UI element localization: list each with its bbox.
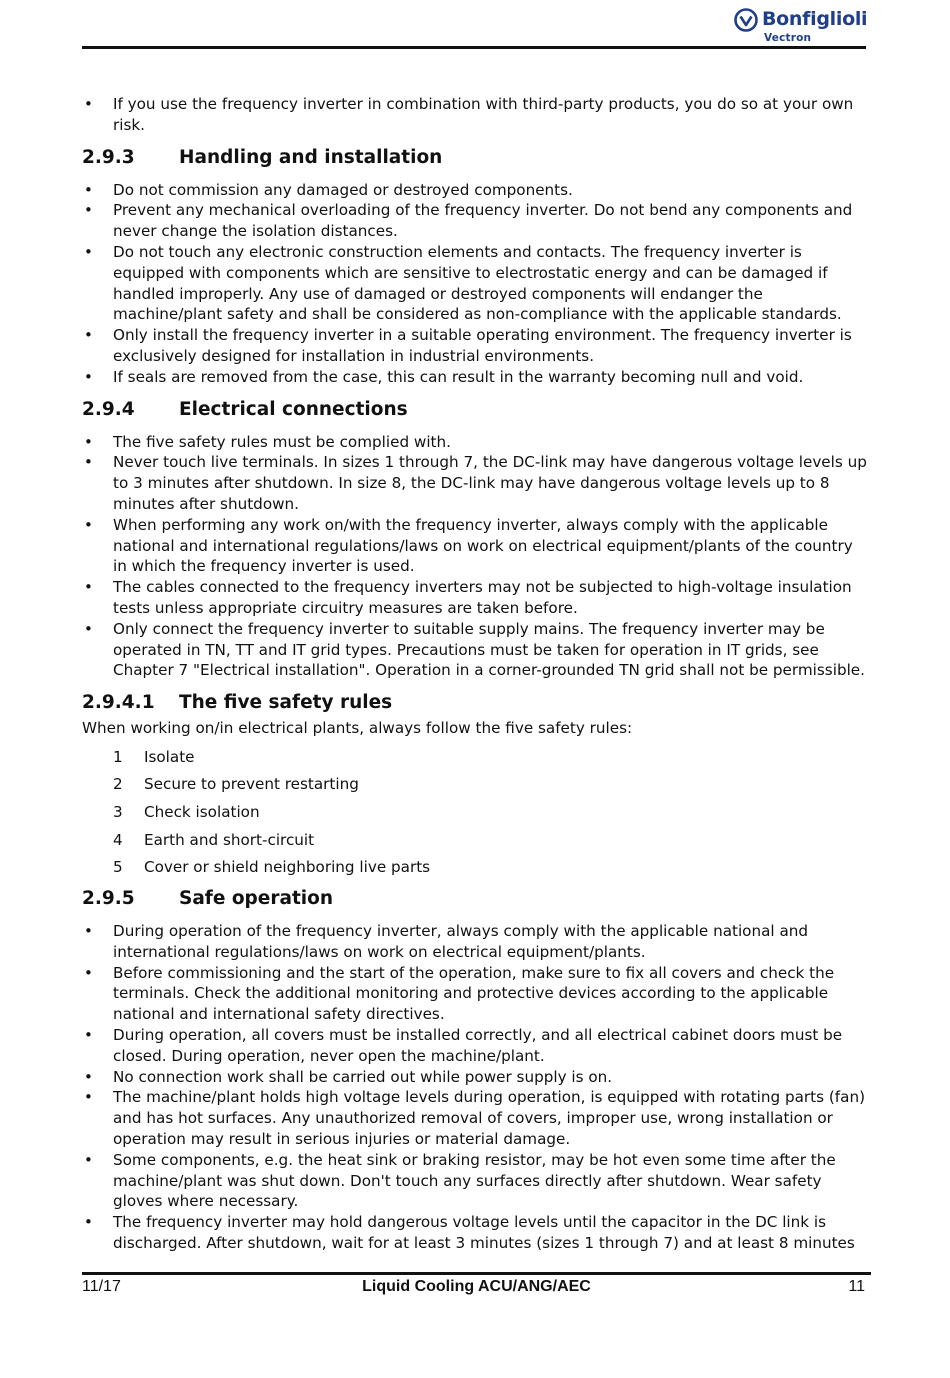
list-item: • Do not commission any damaged or destroyed components. — [82, 180, 867, 201]
page-header — [82, 0, 866, 50]
rule-number: 4 — [113, 830, 123, 849]
page-footer — [82, 1272, 871, 1312]
section-number: 2.9.4 — [82, 398, 135, 420]
section-heading-2-9-5 — [82, 888, 867, 910]
list-item: • Only install the frequency inverter in a suitable operating environment. The frequency inverter is exclusively designed for installation in industrial environments. — [82, 325, 867, 367]
list-item: • Prevent any mechanical overloading of the frequency inverter. Do not bend any components and never change the isolation distances. — [82, 200, 867, 242]
list-item: • Never touch live terminals. In sizes 1 through 7, the DC-link may have dangerous voltage levels up to 3 minutes after shutdown. In size 8, the DC-link may have dangerous voltage levels up to 8 minutes after shutdown. — [82, 452, 867, 514]
section-number: 2.9.5 — [82, 888, 135, 910]
rule-number: 3 — [113, 802, 123, 821]
section-heading-2-9-4 — [82, 399, 867, 421]
list-item — [82, 830, 867, 850]
list-item: • Some components, e.g. the heat sink or braking resistor, may be hot even some time after the machine/plant was shut down. Don't touch any surfaces directly after shutdown. Wear safety gloves where necessary. — [82, 1150, 867, 1212]
bonfiglioli-logo-icon — [734, 8, 758, 32]
list-item: • The machine/plant holds high voltage levels during operation, is equipped with rotating parts (fan) and has hot surfaces. Any unauthorized removal of covers, improper use, wrong installation or operation may result in serious injuries or material damage. — [82, 1087, 867, 1149]
footer-divider — [82, 1272, 871, 1275]
rule-text: Secure to prevent restarting — [144, 775, 359, 794]
list-item: • Do not touch any electronic construction elements and contacts. The frequency inverter is equipped with components which are sensitive to electrostatic energy and can be damaged if handled improperly. Any use of damaged or destroyed components will endanger the machine/plant safety and shall be considered as non-compliance with the applicable standards. — [82, 242, 867, 325]
handling-bullet-list — [82, 180, 867, 388]
section-title: Handling and installation — [179, 146, 443, 168]
list-item: • The cables connected to the frequency inverters may not be subjected to high-voltage insulation tests unless appropriate circuitry measures are taken before. — [82, 577, 867, 619]
safe-operation-bullet-list — [82, 921, 867, 1254]
page-content — [82, 94, 867, 1254]
list-item — [82, 774, 867, 794]
electrical-bullet-list — [82, 432, 867, 682]
list-item — [82, 857, 867, 877]
footer-title: Liquid Cooling ACU/ANG/AEC — [362, 1278, 591, 1295]
list-item — [82, 747, 867, 767]
rule-text: Check isolation — [144, 802, 260, 821]
section-number: 2.9.4.1 — [82, 692, 155, 714]
page-number: 11 — [848, 1278, 865, 1295]
list-item: • Only connect the frequency inverter to suitable supply mains. The frequency inverter may be operated in TN, TT and IT grid types. Precautions must be taken for operation in IT grids, see Chapter 7 "Electrical installation". Operation in a corner-grounded TN grid shall not be permissible. — [82, 619, 867, 681]
list-item: • During operation of the frequency inverter, always comply with the applicable national and international regulations/laws on work on electrical equipment/plants. — [82, 921, 867, 963]
list-item: • If seals are removed from the case, this can result in the warranty becoming null and void. — [82, 367, 867, 388]
logo-brand-subtext: Vectron — [764, 32, 812, 44]
list-item: • The frequency inverter may hold dangerous voltage levels until the capacitor in the DC link is discharged. After shutdown, wait for at least 3 minutes (sizes 1 through 7) and at least 8 minutes — [82, 1212, 867, 1254]
safety-rules-list — [82, 747, 867, 877]
rule-text: Cover or shield neighboring live parts — [144, 858, 431, 877]
section-heading-2-9-3 — [82, 147, 867, 169]
safety-rules-intro: When working on/in electrical plants, always follow the five safety rules: — [82, 719, 633, 738]
section-title: Safe operation — [179, 888, 334, 910]
list-item: • No connection work shall be carried out while power supply is on. — [82, 1067, 867, 1088]
rule-number: 5 — [113, 858, 123, 877]
list-item: • Before commissioning and the start of the operation, make sure to fix all covers and check the terminals. Check the additional monitoring and protective devices according to the applicable national and international safety directives. — [82, 963, 867, 1025]
list-item: • During operation, all covers must be installed correctly, and all electrical cabinet doors must be closed. During operation, never open the machine/plant. — [82, 1025, 867, 1067]
list-item — [82, 802, 867, 822]
bonfiglioli-logo — [734, 6, 866, 46]
section-heading-2-9-4-1 — [82, 692, 867, 714]
list-item: • When performing any work on/with the frequency inverter, always comply with the applicable national and international regulations/laws on work on electrical equipment/plants of the country in which the frequency inverter is used. — [82, 515, 867, 577]
section-title: Electrical connections — [179, 398, 408, 420]
footer-date: 11/17 — [82, 1278, 121, 1295]
header-divider — [82, 46, 866, 49]
rule-number: 2 — [113, 775, 123, 794]
rule-text: Earth and short-circuit — [144, 830, 315, 849]
section-number: 2.9.3 — [82, 146, 135, 168]
intro-bullet-list — [82, 94, 867, 136]
list-item: • The five safety rules must be complied with. — [82, 432, 867, 453]
list-item: • If you use the frequency inverter in combination with third-party products, you do so at your own risk. — [82, 94, 867, 136]
rule-text: Isolate — [144, 747, 195, 766]
section-title: The five safety rules — [179, 692, 393, 714]
rule-number: 1 — [113, 747, 123, 766]
logo-brand-text: Bonfiglioli — [762, 8, 868, 30]
